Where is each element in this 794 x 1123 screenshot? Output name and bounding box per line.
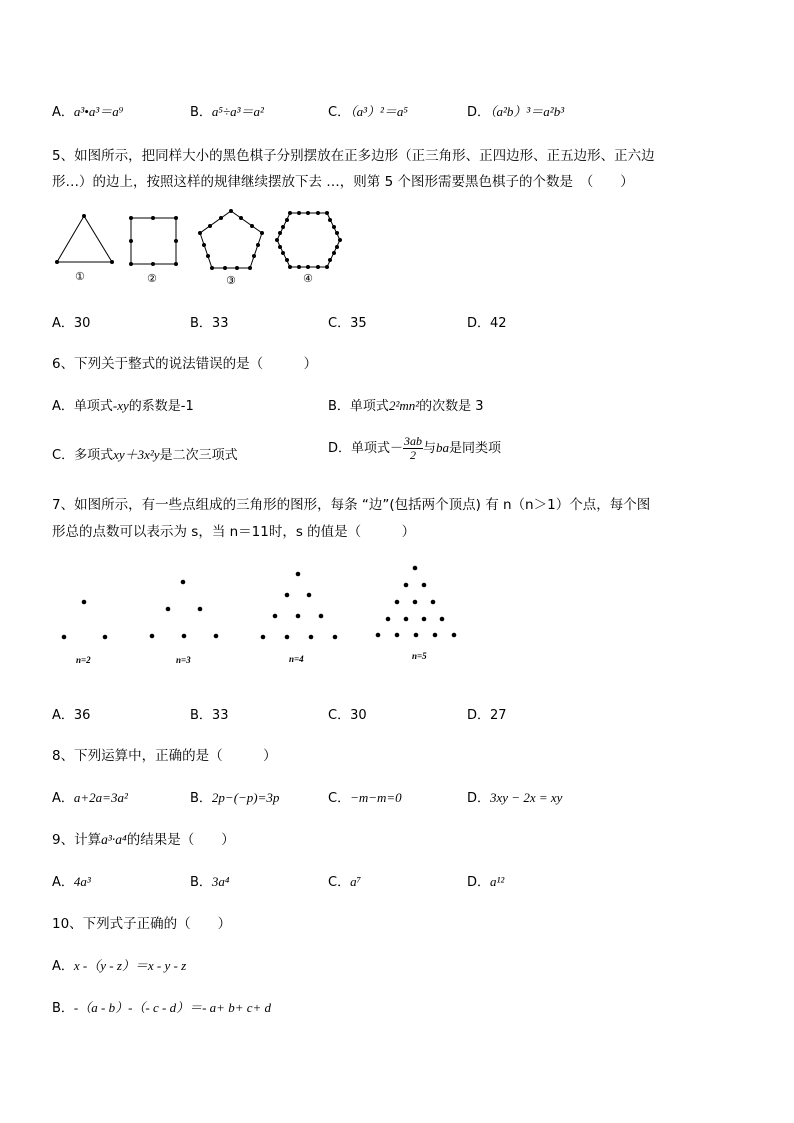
q5-option-b: B．33 bbox=[190, 316, 229, 331]
q5-option-d: D．42 bbox=[467, 316, 507, 331]
q9-stem: 9、计算a³·a⁴的结果是（ ） bbox=[52, 832, 235, 848]
q7-stem-line1: 7、如图所示，有一些点组成的三角形的图形，每条 “边”(包括两个顶点) 有 n（n＞1）个点，每个图 bbox=[52, 497, 651, 513]
q7-option-a: A．36 bbox=[52, 708, 91, 723]
q9-option-d: D．a¹² bbox=[467, 874, 505, 890]
dot-figure-label-n4: n=4 bbox=[289, 654, 304, 664]
q8-option-a: A．a+2a=3a² bbox=[52, 790, 128, 806]
q4-option-c: C．（a³）²＝a⁵ bbox=[328, 104, 408, 120]
q4-option-a: A．a³•a³＝a⁹ bbox=[52, 104, 124, 120]
q4-option-d: D．（a²b）³＝a²b³ bbox=[467, 104, 565, 120]
figure-label-4: ④ bbox=[303, 272, 313, 285]
q5-stem-line1: 5、如图所示，把同样大小的黑色棋子分别摆放在正多边形（正三角形、正四边形、正五边形、正六边 bbox=[52, 148, 655, 164]
figure-label-1: ① bbox=[75, 270, 85, 283]
q8-stem: 8、下列运算中，正确的是（ ） bbox=[52, 748, 277, 764]
dot-figure-label-n3: n=3 bbox=[176, 655, 191, 665]
q5-stem-line2: 形…）的边上，按照这样的规律继续摆放下去 …，则第 5 个图形需要黑色棋子的个数是 （ ） bbox=[52, 174, 634, 190]
q4-option-b: B．a⁵÷a³＝a² bbox=[190, 104, 264, 120]
q10-option-b: B．-（a - b）-（- c - d）＝- a+ b+ c+ d bbox=[52, 1000, 272, 1016]
q7-stem-line2: 形总的点数可以表示为 s，当 n＝11时，s 的值是（ ） bbox=[52, 524, 416, 540]
q9-option-b: B．3a⁴ bbox=[190, 874, 230, 890]
q10-option-a: A．x -（y - z）＝x - y - z bbox=[52, 958, 187, 974]
q7-option-d: D．27 bbox=[467, 708, 507, 723]
q9-option-c: C．a⁷ bbox=[328, 874, 362, 890]
q6-stem: 6、下列关于整式的说法错误的是（ ） bbox=[52, 356, 318, 372]
q6-option-d: D．单项式－ $\frac{3ab}{2}$ 与ba是同类项 bbox=[328, 434, 502, 462]
q6-option-b: B．单项式2²mn²的次数是 3 bbox=[328, 398, 484, 414]
q7-option-b: B．33 bbox=[190, 708, 229, 723]
figure-label-3: ③ bbox=[226, 274, 236, 287]
q5-option-a: A．30 bbox=[52, 316, 91, 331]
q6-option-a: A．单项式-xy的系数是-1 bbox=[52, 398, 194, 414]
q10-stem: 10、下列式子正确的（ ） bbox=[52, 916, 232, 932]
dot-figure-label-n5: n=5 bbox=[412, 651, 427, 661]
q8-option-c: C．−m−m=0 bbox=[328, 790, 402, 806]
q8-option-b: B．2p−(−p)=3p bbox=[190, 790, 280, 806]
q9-option-a: A．4a³ bbox=[52, 874, 91, 890]
q8-option-d: D．3xy − 2x = xy bbox=[467, 790, 563, 806]
q5-option-c: C．35 bbox=[328, 316, 367, 331]
dot-figure-label-n2: n=2 bbox=[76, 655, 91, 665]
q6-option-c: C．多项式xy＋3x²y是二次三项式 bbox=[52, 447, 238, 463]
fraction-3ab-over-2: $\frac{3ab}{2}$ bbox=[404, 434, 423, 462]
figure-label-2: ② bbox=[147, 272, 157, 285]
q7-option-c: C．30 bbox=[328, 708, 367, 723]
